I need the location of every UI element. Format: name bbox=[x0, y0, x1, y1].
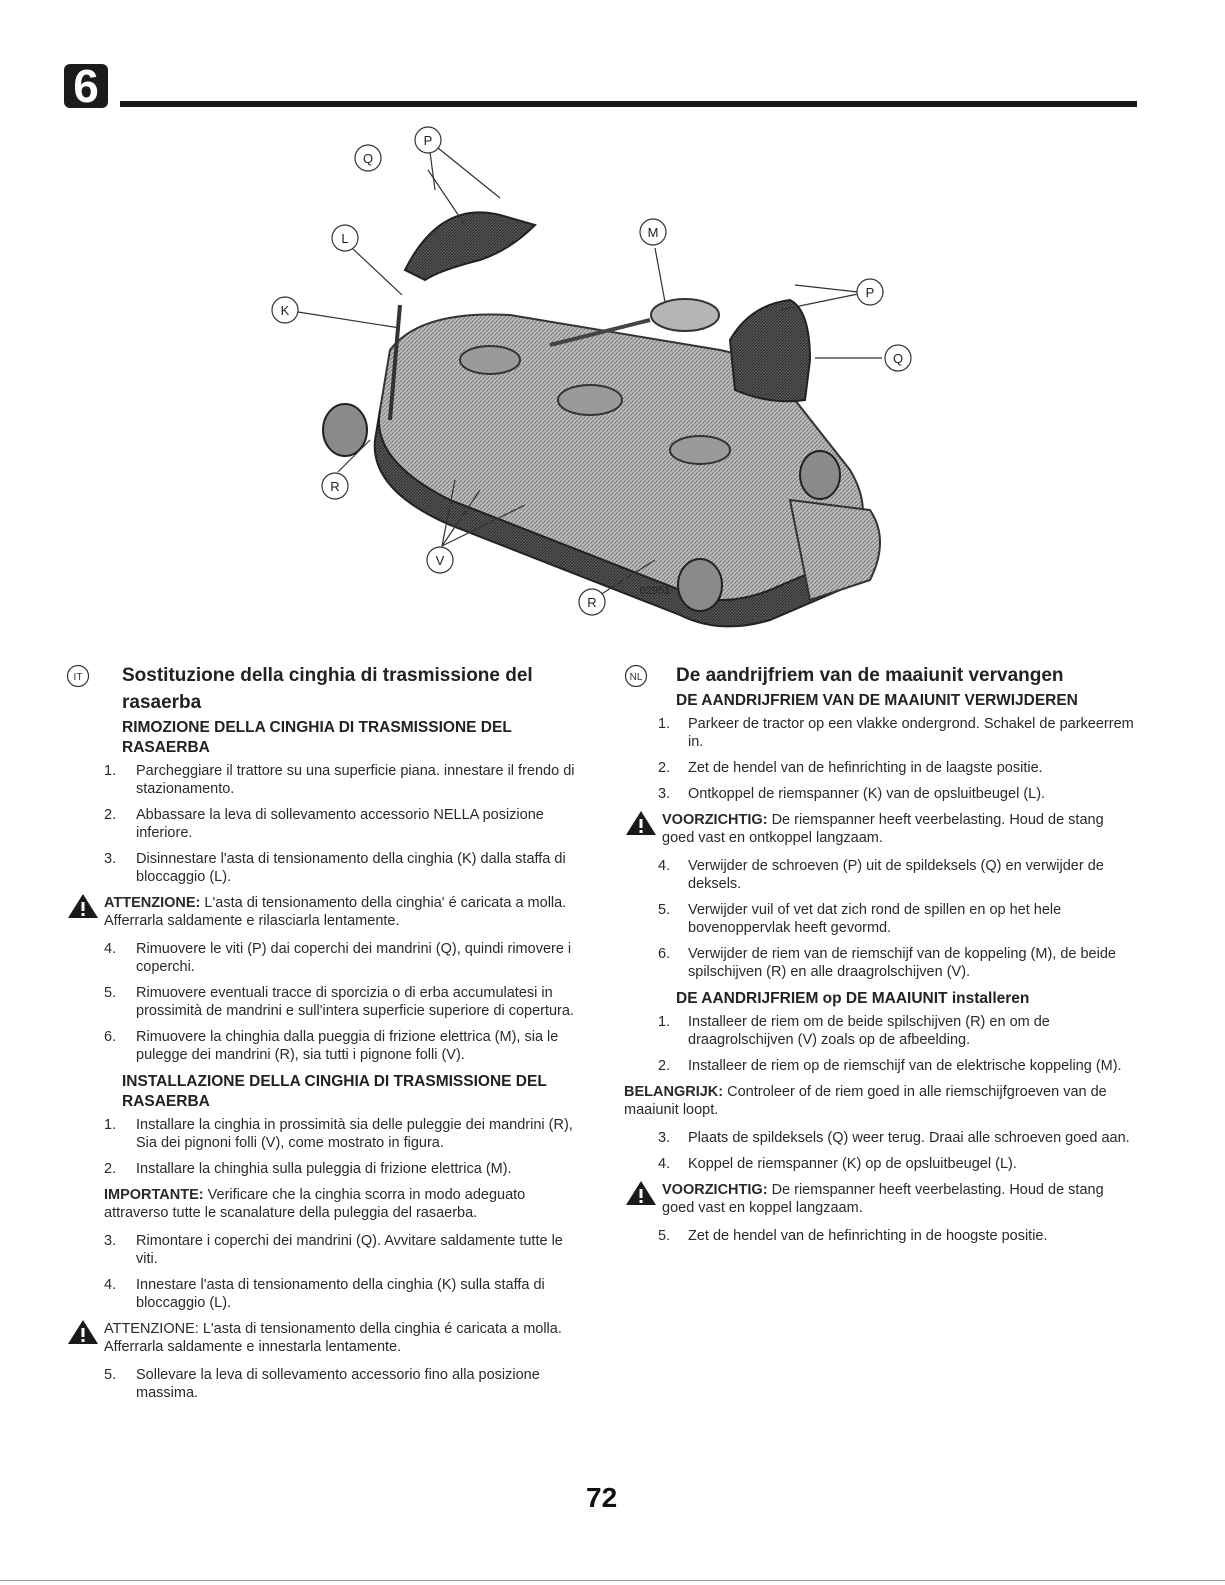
subsection-title: RIMOZIONE DELLA CINGHIA DI TRASMISSIONE DEL RASAERBA bbox=[122, 719, 512, 756]
callout-q-right bbox=[885, 345, 911, 371]
list-item: 5. Zet de hendel van de hefinrichting in de hoogste positie. bbox=[658, 1228, 1048, 1244]
chapter-number: 6 bbox=[73, 60, 99, 110]
list-item: 4. Koppel de riemspanner (K) op de opsluitbeugel (L). bbox=[658, 1156, 1017, 1172]
svg-text:M: M bbox=[647, 225, 659, 240]
list-item: 5. Sollevare la leva di sollevamento accessorio fino alla posizione massima. bbox=[104, 1367, 540, 1401]
column-italian bbox=[66, 662, 580, 1410]
callout-v bbox=[427, 547, 453, 573]
list-item: 6. Rimuovere la chinghia dalla pueggia di frizione elettrica (M), sia le pulegge dei mandrini (R), sia tutti i pignone folli (V). bbox=[104, 1029, 559, 1063]
warning-note: VOORZICHTIG: De riemspanner heeft veerbelasting. Houd de stang goed vast en ontkoppel langzaam. bbox=[624, 811, 1138, 847]
section-title: De aandrijfriem van de maaiunit vervangen bbox=[676, 665, 1064, 686]
spindle-housing bbox=[460, 346, 520, 374]
warning-icon bbox=[66, 892, 100, 920]
gauge-wheel bbox=[323, 404, 367, 456]
warning-icon bbox=[66, 1318, 100, 1346]
section-title: Sostituzione della cinghia di trasmissione del rasaerba bbox=[122, 665, 533, 713]
warning-note: ATTENZIONE: L'asta di tensionamento della cinghia é caricata a molla. Afferrarla saldamente e innestarla lentamente. bbox=[66, 1320, 580, 1356]
spindle-housing bbox=[558, 385, 622, 415]
callout-r-left bbox=[322, 473, 348, 499]
step-list bbox=[66, 1366, 580, 1402]
list-item: 4. Verwijder de schroeven (P) uit de spildeksels (Q) en verwijder de deksels. bbox=[658, 858, 1104, 892]
callout-l bbox=[332, 225, 358, 251]
callout-q-top bbox=[355, 145, 381, 171]
callout-k bbox=[272, 297, 298, 323]
step-list bbox=[624, 1129, 1138, 1173]
mower-deck-illustration bbox=[250, 120, 970, 640]
subsection-title: DE AANDRIJFRIEM VAN DE MAAIUNIT VERWIJDEREN bbox=[676, 692, 1078, 709]
warning-note: VOORZICHTIG: De riemspanner heeft veerbelasting. Houd de stang goed vast en koppel langzaam. bbox=[624, 1181, 1138, 1217]
step-list bbox=[66, 1116, 580, 1178]
list-item: 2. Installare la chinghia sulla puleggia di frizione elettrica (M). bbox=[104, 1161, 512, 1177]
svg-text:P: P bbox=[423, 133, 433, 148]
spindle-cover bbox=[730, 300, 810, 401]
bottom-rule bbox=[0, 1580, 1225, 1581]
svg-text:K: K bbox=[280, 303, 290, 318]
spindle-cover bbox=[405, 212, 535, 280]
warning-icon bbox=[624, 1179, 658, 1207]
svg-text:P: P bbox=[865, 285, 875, 300]
svg-text:L: L bbox=[341, 231, 349, 246]
spindle-housing bbox=[670, 436, 730, 464]
warning-note: ATTENZIONE: L'asta di tensionamento della cinghia' é caricata a molla. Afferrarla saldamente e rilasciarla lentamente. bbox=[66, 894, 580, 930]
subsection-title: INSTALLAZIONE DELLA CINGHIA DI TRASMISSIONE DEL RASAERBA bbox=[122, 1073, 547, 1110]
callout-r-bottom bbox=[579, 589, 605, 615]
list-item: 3. Disinnestare l'asta di tensionamento della cinghia (K) dalla staffa di bloccaggio (L). bbox=[104, 851, 566, 885]
important-note: BELANGRIJK: Controleer of de riem goed in alle riemschijfgroeven van de maaiunit loopt. bbox=[624, 1084, 1107, 1118]
list-item: 4. Rimuovere le viti (P) dai coperchi dei mandrini (Q), quindi rimovere i coperchi. bbox=[104, 941, 572, 975]
list-item: 2. Installeer de riem op de riemschijf van de elektrische koppeling (M). bbox=[658, 1058, 1122, 1074]
callout-p-top bbox=[415, 127, 441, 153]
list-item: 1. Parcheggiare il trattore su una superficie piana. innestare il frendo di stazionamento. bbox=[104, 763, 575, 797]
list-item: 6. Verwijder de riem van de riemschijf van de koppeling (M), de beide spilschijven (R) en alle draagrolschijven (V). bbox=[658, 946, 1116, 980]
page-number: 72 bbox=[586, 1482, 618, 1513]
svg-text:R: R bbox=[587, 595, 597, 610]
header-rule bbox=[120, 101, 1137, 107]
language-badge-it bbox=[66, 664, 90, 688]
figure-code: 02951 bbox=[639, 585, 671, 597]
step-list bbox=[66, 1232, 580, 1312]
list-item: 3. Rimontare i coperchi dei mandrini (Q). Avvitare saldamente tutte le viti. bbox=[104, 1233, 563, 1267]
gauge-wheel bbox=[678, 559, 722, 611]
svg-text:NL: NL bbox=[629, 672, 643, 683]
list-item: 3. Ontkoppel de riemspanner (K) van de opsluitbeugel (L). bbox=[658, 786, 1046, 802]
subsection-title: DE AANDRIJFRIEM op DE MAAIUNIT installeren bbox=[676, 990, 1030, 1007]
warning-icon bbox=[624, 809, 658, 837]
list-item: 4. Innestare l'asta di tensionamento della cinghia (K) sulla staffa di bloccaggio (L). bbox=[104, 1277, 545, 1311]
list-item: 1. Parkeer de tractor op een vlakke ondergrond. Schakel de parkeerrem in. bbox=[658, 716, 1134, 750]
list-item: 1. Installeer de riem om de beide spilschijven (R) en om de draagrolschijven (V) zoals op de afbeelding. bbox=[658, 1014, 1050, 1048]
language-badge-nl bbox=[624, 664, 648, 688]
callout-p-right bbox=[857, 279, 883, 305]
step-list bbox=[624, 1013, 1138, 1075]
step-list bbox=[624, 1227, 1138, 1245]
svg-text:Q: Q bbox=[892, 351, 904, 366]
list-item: 3. Plaats de spildeksels (Q) weer terug. Draai alle schroeven goed aan. bbox=[658, 1130, 1130, 1146]
svg-text:IT: IT bbox=[73, 672, 83, 683]
step-list bbox=[624, 857, 1138, 981]
list-item: 5. Rimuovere eventuali tracce di sporcizia o di erba accumulatesi in prossimità de mandrini e sull'intera superficie superiore di copertura. bbox=[104, 985, 574, 1019]
important-note: IMPORTANTE: Verificare che la cinghia scorra in modo adeguato attraverso tutte le scanalature della puleggia del rasaerba. bbox=[104, 1187, 526, 1221]
list-item: 2. Zet de hendel van de hefinrichting in de laagste positie. bbox=[658, 760, 1043, 776]
svg-text:Q: Q bbox=[362, 151, 374, 166]
clutch-pulley bbox=[651, 299, 719, 331]
svg-text:V: V bbox=[435, 553, 445, 568]
list-item: 2. Abbassare la leva di sollevamento accessorio NELLA posizione inferiore. bbox=[104, 807, 544, 841]
step-list bbox=[66, 940, 580, 1064]
list-item: 5. Verwijder vuil of vet dat zich rond de spillen en op het hele bovenoppervlak heeft gevormd. bbox=[658, 902, 1062, 936]
gauge-wheel bbox=[800, 451, 840, 499]
step-list bbox=[66, 762, 580, 886]
list-item: 1. Installare la cinghia in prossimità sia delle puleggie dei mandrini (R), Sia dei pignoni folli (V), come mostrato in figura. bbox=[104, 1117, 573, 1151]
callout-m bbox=[640, 219, 666, 245]
column-dutch bbox=[624, 662, 1138, 1253]
svg-text:R: R bbox=[330, 479, 340, 494]
step-list bbox=[624, 715, 1138, 803]
